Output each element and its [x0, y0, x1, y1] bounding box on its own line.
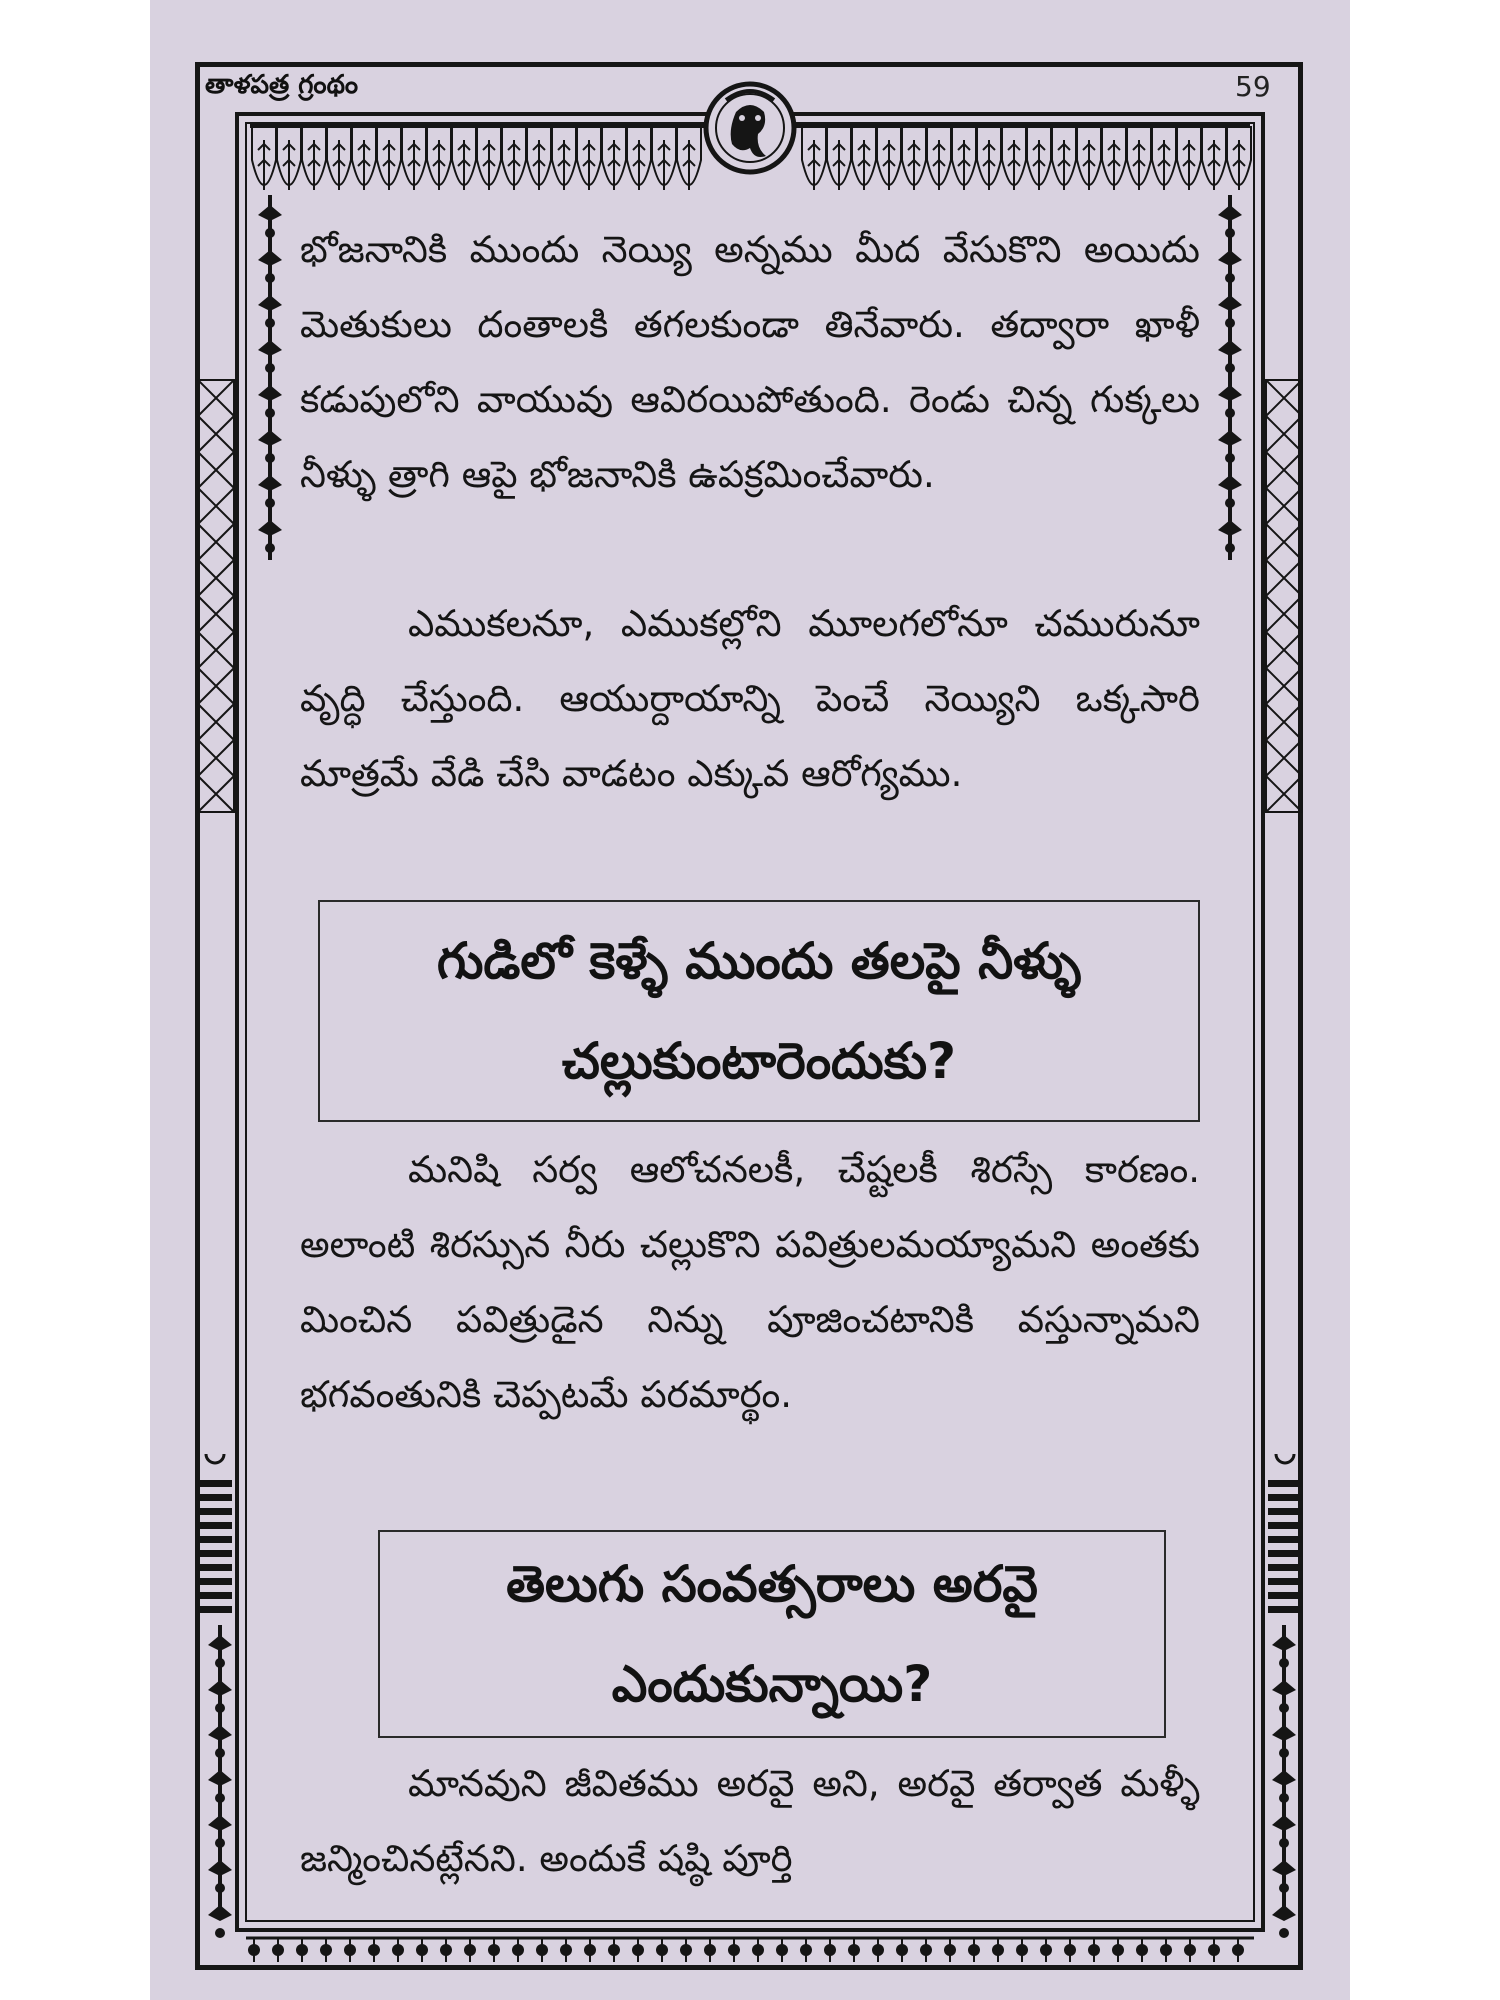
- heading-1-line-1: గుడిలో కెళ్ళే ముందు తలపై నీళ్ళు: [436, 932, 1082, 990]
- right-lattice-ornament: [1266, 380, 1302, 812]
- page-number: 59: [1235, 70, 1271, 103]
- bottom-chain-ornament: [246, 1938, 1254, 1962]
- ganesha-emblem-icon: [706, 84, 794, 172]
- book-page: [150, 0, 1350, 2000]
- running-header-title: తాళపత్ర గ్రంథం: [205, 70, 359, 100]
- heading-2-line-2: ఎందుకున్నాయి?: [611, 1655, 933, 1713]
- right-stripe-ornament: [1268, 1454, 1302, 1613]
- heading-2-line-1: తెలుగు సంవత్సరాలు అరవై: [506, 1555, 1038, 1613]
- left-vine-ornament: [208, 195, 282, 1938]
- left-lattice-ornament: [198, 380, 234, 812]
- left-stripe-ornament: [198, 1454, 232, 1613]
- right-vine-ornament: [1218, 195, 1296, 1938]
- heading-box-temple-water: [318, 900, 1200, 1122]
- paragraph-4: మానవుని జీవితము అరవై అని, అరవై తర్వాత మళ్ళీ జన్మించినట్లేనని. అందుకే షష్ఠి పూర్తి: [300, 1762, 1200, 1880]
- paragraph-3: మనిషి సర్వ ఆలోచనలకీ, చేష్టలకీ శిరస్సే కారణం. అలాంటి శిరస్సున నీరు చల్లుకొని పవిత్రులమయ్యామని అంతకు మించిన పవిత్రుడైన నిన్ను పూజించటానికి వస్తున్నామని భగవంతునికి చెప్పటమే పరమార్థం.: [300, 1148, 1200, 1416]
- heading-box-telugu-years: [378, 1530, 1166, 1738]
- paragraph-2: ఎముకలనూ, ఎముకల్లోని మూలగలోనూ చమురునూ వృద్ధి చేస్తుంది. ఆయుర్దాయాన్ని పెంచే నెయ్యిని ఒక్కసారి మాత్రమే వేడి చేసి వాడటం ఎక్కువ ఆరోగ్యము.: [300, 602, 1200, 795]
- paragraph-1: భోజనానికి ముందు నెయ్యి అన్నము మీద వేసుకొని అయిదు మెతుకులు దంతాలకి తగలకుండా తినేవారు. తద్వారా ఖాళీ కడుపులోని వాయువు ఆవిరయిపోతుంది. రెండు చిన్న గుక్కలు నీళ్ళు త్రాగి ఆపై భోజనానికి ఉపక్రమించేవారు.: [300, 228, 1200, 496]
- heading-1-line-2: చల్లుకుంటారెందుకు?: [561, 1032, 957, 1090]
